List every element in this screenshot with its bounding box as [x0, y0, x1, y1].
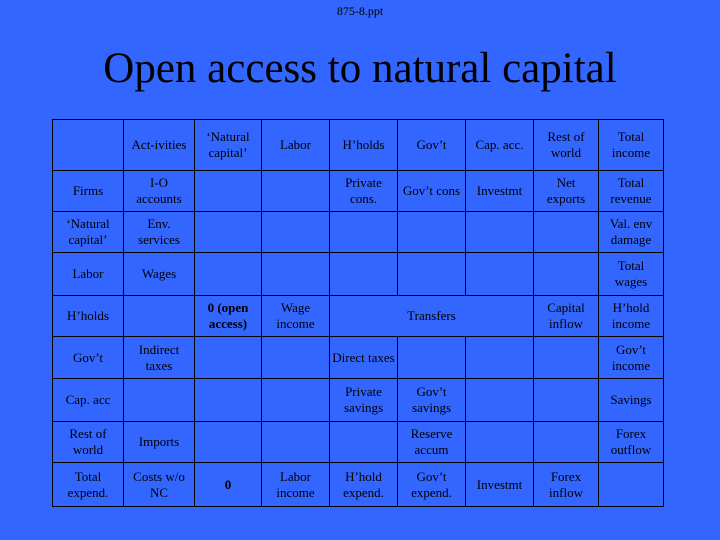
- col-header-rest-of-world: Rest of world: [534, 120, 599, 171]
- table-cell: Private savings: [330, 379, 398, 422]
- table-row: [53, 337, 664, 379]
- table-cell: [195, 422, 262, 463]
- table-cell: [534, 422, 599, 463]
- table-cell: [262, 337, 330, 379]
- table-cell: Gov’t income: [599, 337, 664, 379]
- table-cell: [534, 379, 599, 422]
- table-cell: [330, 212, 398, 253]
- row-label: Cap. acc: [53, 379, 124, 422]
- table-cell: [262, 253, 330, 296]
- table-cell: [262, 422, 330, 463]
- table-cell: [534, 337, 599, 379]
- table-row: [53, 379, 664, 422]
- table-cell: Investmt: [466, 463, 534, 507]
- table-cell: [466, 253, 534, 296]
- table-cell: [398, 337, 466, 379]
- table-cell: [195, 212, 262, 253]
- table-cell: Forex inflow: [534, 463, 599, 507]
- table-cell: [330, 422, 398, 463]
- table-cell: Private cons.: [330, 171, 398, 212]
- table-cell: Labor income: [262, 463, 330, 507]
- col-header-natural-capital: ‘Natural capital’: [195, 120, 262, 171]
- table-cell: Gov’t expend.: [398, 463, 466, 507]
- table-cell: Net exports: [534, 171, 599, 212]
- table-cell: [534, 212, 599, 253]
- table-row: [53, 422, 664, 463]
- table-cell: [195, 171, 262, 212]
- table-cell: Forex outflow: [599, 422, 664, 463]
- row-label: Total expend.: [53, 463, 124, 507]
- table-cell: [195, 379, 262, 422]
- table-cell: Investmt: [466, 171, 534, 212]
- col-header-labor: Labor: [262, 120, 330, 171]
- table-cell: [599, 463, 664, 507]
- col-header-activities: Act-ivities: [124, 120, 195, 171]
- row-label: Labor: [53, 253, 124, 296]
- row-label: Gov’t: [53, 337, 124, 379]
- table-row: [53, 171, 664, 212]
- table-cell: [398, 253, 466, 296]
- file-name: 875-8.ppt: [336, 4, 384, 18]
- table-cell: [195, 253, 262, 296]
- table-cell: [466, 212, 534, 253]
- table-cell: Capital inflow: [534, 296, 599, 337]
- table-cell: [330, 253, 398, 296]
- table-cell: Indirect taxes: [124, 337, 195, 379]
- table-row: [53, 253, 664, 296]
- table-cell: Costs w/o NC: [124, 463, 195, 507]
- table-cell: Gov’t cons: [398, 171, 466, 212]
- col-header-hholds: H’holds: [330, 120, 398, 171]
- table-cell: Savings: [599, 379, 664, 422]
- table-cell: [124, 296, 195, 337]
- table-cell: [262, 379, 330, 422]
- col-header-total-income: Total income: [599, 120, 664, 171]
- table-cell: Wages: [124, 253, 195, 296]
- col-header-govt: Gov’t: [398, 120, 466, 171]
- table-cell: I-O accounts: [124, 171, 195, 212]
- table-cell: [262, 171, 330, 212]
- row-label: ‘Natural capital’: [53, 212, 124, 253]
- table-cell: Env. services: [124, 212, 195, 253]
- table-cell: Val. env damage: [599, 212, 664, 253]
- col-header-cap-acc: Cap. acc.: [466, 120, 534, 171]
- slide-title: Open access to natural capital: [103, 45, 617, 92]
- table-cell: Gov’t savings: [398, 379, 466, 422]
- table-cell: Transfers: [330, 296, 534, 337]
- table-cell: [466, 379, 534, 422]
- table-cell: [534, 253, 599, 296]
- table-cell: [195, 337, 262, 379]
- sam-table: [52, 119, 664, 507]
- table-row: [53, 212, 664, 253]
- row-label: Firms: [53, 171, 124, 212]
- table-cell: H’hold expend.: [330, 463, 398, 507]
- table-cell: [466, 422, 534, 463]
- table-cell: Total revenue: [599, 171, 664, 212]
- table-row: [53, 296, 664, 337]
- table-cell: H’hold income: [599, 296, 664, 337]
- table-cell: [398, 212, 466, 253]
- table-cell: Total wages: [599, 253, 664, 296]
- table-cell: Reserve accum: [398, 422, 466, 463]
- row-label: H’holds: [53, 296, 124, 337]
- table-cell: Imports: [124, 422, 195, 463]
- header-row: [53, 120, 664, 171]
- row-label: Rest of world: [53, 422, 124, 463]
- table-cell: 0: [195, 463, 262, 507]
- table-cell: 0 (open access): [195, 296, 262, 337]
- table-cell: [124, 379, 195, 422]
- table-cell: [262, 212, 330, 253]
- corner-cell: [53, 120, 124, 171]
- table-cell: Wage income: [262, 296, 330, 337]
- table-cell: [466, 337, 534, 379]
- table-row: [53, 463, 664, 507]
- table-cell: Direct taxes: [330, 337, 398, 379]
